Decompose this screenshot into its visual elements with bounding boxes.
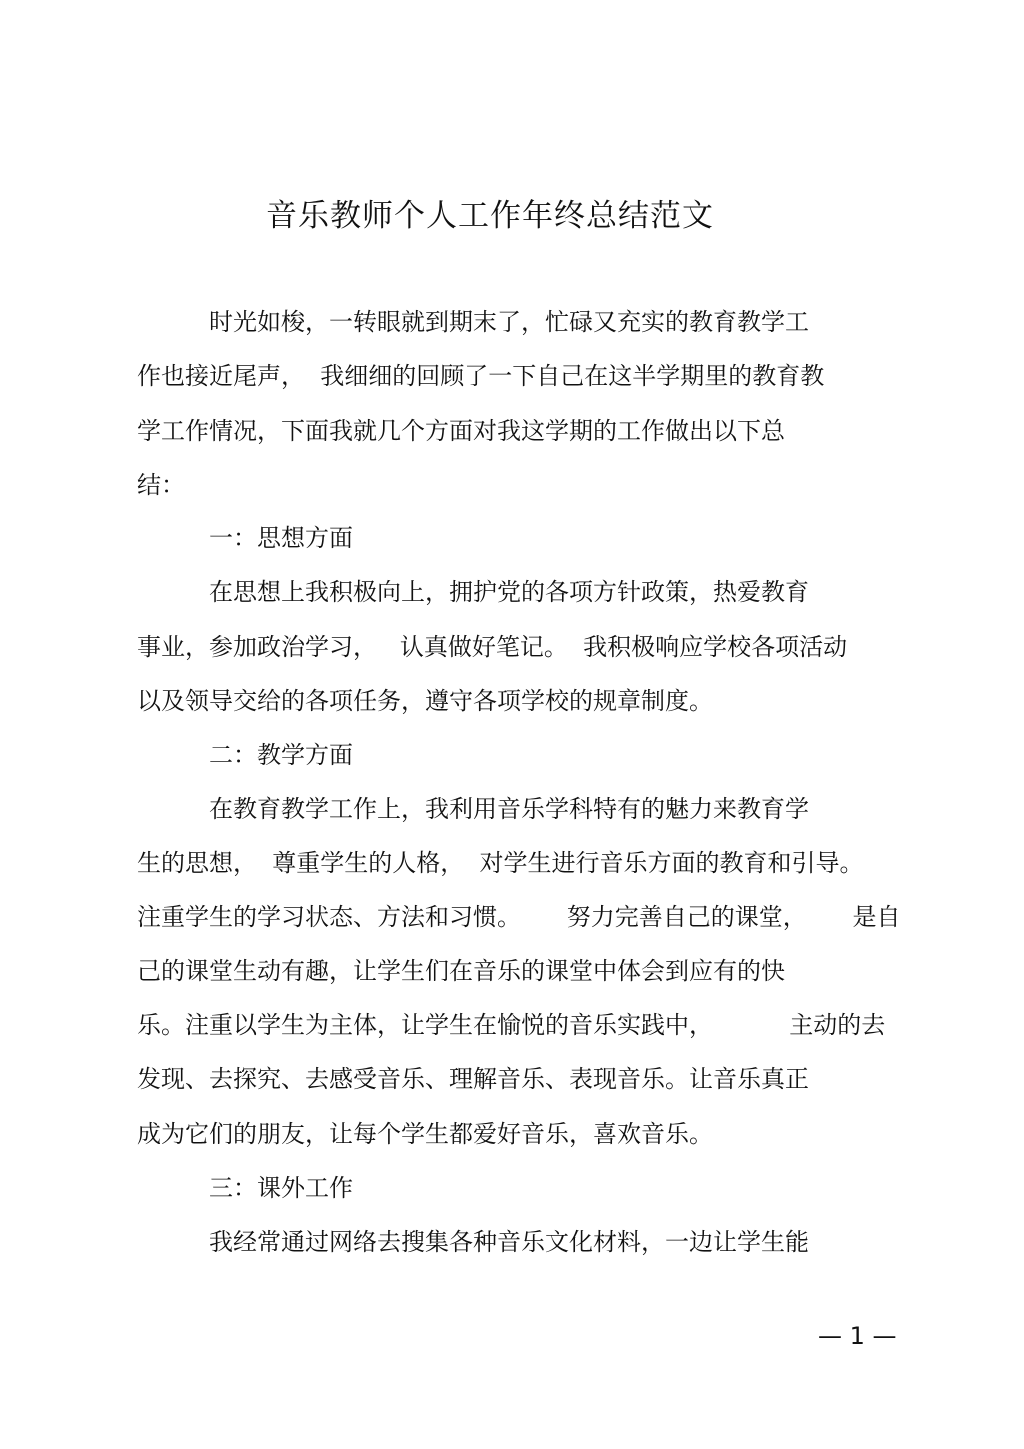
paragraph-line: 己的课堂生动有趣，让学生们在音乐的课堂中体会到应有的快 (137, 957, 785, 985)
paragraph-line: 事业，参加政治学习， 认真做好笔记。 我积极响应学校各项活动 (137, 633, 848, 661)
paragraph-line: 乐。注重以学生为主体，让学生在愉悦的音乐实践中， 主动的去 (137, 1011, 886, 1039)
paragraph-line: 在教育教学工作上，我利用音乐学科特有的魅力来教育学 (209, 795, 809, 823)
paragraph-line: 注重学生的学习状态、方法和习惯。 努力完善自己的课堂， 是自 (137, 903, 901, 931)
paragraph-line: 生的思想， 尊重学生的人格， 对学生进行音乐方面的教育和引导。 (137, 849, 864, 877)
document-title: 音乐教师个人工作年终总结范文 (266, 198, 714, 234)
paragraph-line: 结： (137, 471, 185, 499)
paragraph-line: 时光如梭，一转眼就到期末了，忙碌又充实的教育教学工 (209, 308, 809, 336)
paragraph-line: 在思想上我积极向上，拥护党的各项方针政策，热爱教育 (209, 578, 809, 606)
paragraph-line: 作也接近尾声， 我细细的回顾了一下自己在这半学期里的教育教 (137, 362, 825, 390)
section-heading: 二：教学方面 (209, 741, 353, 769)
section-heading: 一：思想方面 (209, 524, 353, 552)
paragraph-line: 成为它们的朋友，让每个学生都爱好音乐，喜欢音乐。 (137, 1120, 713, 1148)
paragraph-line: 学工作情况，下面我就几个方面对我这学期的工作做出以下总 (137, 417, 785, 445)
section-heading: 三：课外工作 (209, 1174, 353, 1202)
paragraph-line: 发现、去探究、去感受音乐、理解音乐、表现音乐。让音乐真正 (137, 1065, 809, 1093)
page-number: — 1 — (818, 1322, 897, 1350)
paragraph-line: 我经常通过网络去搜集各种音乐文化材料，一边让学生能 (209, 1228, 809, 1256)
paragraph-line: 以及领导交给的各项任务，遵守各项学校的规章制度。 (137, 687, 713, 715)
